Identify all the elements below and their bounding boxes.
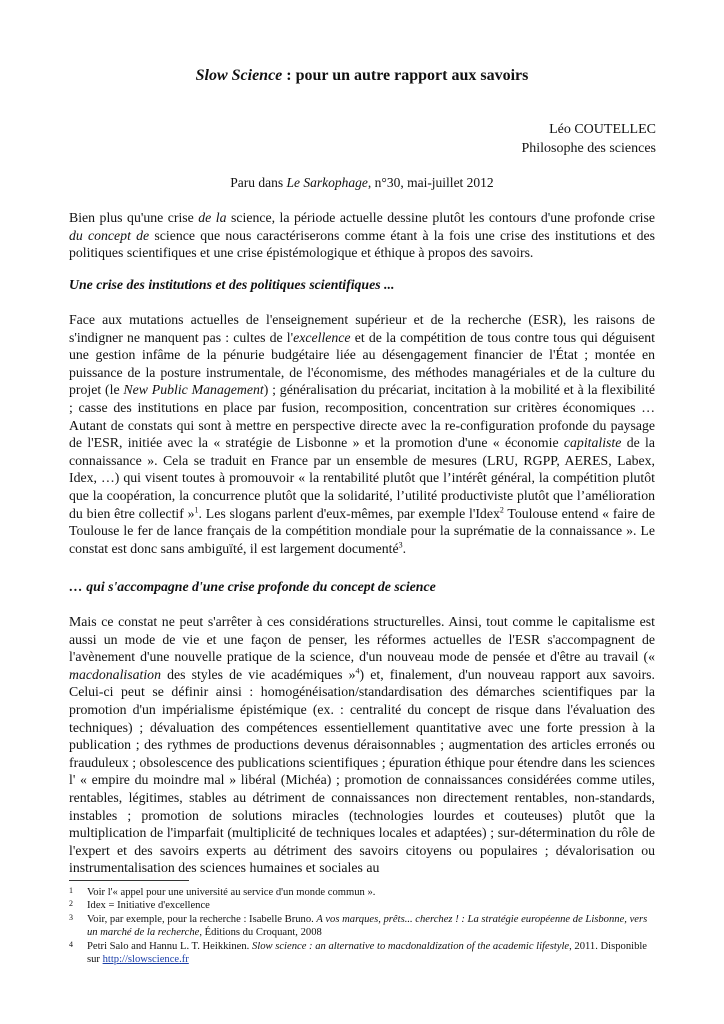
publication-line	[0, 175, 724, 191]
section-heading-1: Une crise des institutions et des politiques scientifiques ...	[69, 277, 395, 292]
footnote-2: 2 Idex = Initiative d'excellence	[69, 899, 210, 912]
section-heading-2: … qui s'accompagne d'une crise profonde du concept de science	[69, 579, 436, 594]
section1-paragraph: Face aux mutations actuelles de l'enseignement supérieur et de la recherche (ESR), les raisons de s'indigner ne manquent pas : cultes de l'excellence et de la compétition de tous contre tous qui déguisent une gestion infâme de la pénurie budgétaire liée au désengagement financier de l'État ; montée en puissance de la posture instrumentale, de l'économisme, des méthodes managériales et de la culture du projet (le New Public Management) ; généralisation du précariat, incitation à la mobilité et à la flexibilité ; casse des institutions en place par fusion, recomposition, concentration sur critères économiques … Autant de constats qui sont à mettre en perspective directe avec la re-configuration profonde du paysage de l'ESR, initiée avec la « stratégie de Lisbonne » et la promotion d'une « économie capitaliste de la connaissance ». Cela se traduit en France par un ensemble de mesures (LRU, RGPP, AERES, Labex, Idex, …) qui visent toutes à promouvoir « la rentabilité plutôt que l’intérêt général, la compétition plutôt que la coopération, la concurrence plutôt que la solidarité, l’utilité productiviste plutôt que l’amélioration du bien être collectif »$^1$. Les slogans parlent d'eux-mêmes, par exemple l'Idex$^2$ Toulouse entend « faire de Toulouse le fer de lance français de la compétition mondiale pour la suprématie de la connaissance ». Le constat est donc sans ambiguïté, il est largement documenté$^3$.	[69, 312, 655, 556]
footnotes	[69, 886, 655, 966]
slowscience-link[interactable]: http://slowscience.fr	[102, 954, 189, 966]
title-italic: Slow Science	[195, 67, 283, 84]
title-rest: : pour un autre rapport aux savoirs	[282, 67, 529, 84]
footnote-ref-3: 3	[398, 540, 403, 550]
footnote-ref-1: 1	[194, 504, 199, 514]
footnote-divider	[69, 880, 189, 881]
author-role: Philosophe des sciences	[521, 141, 656, 156]
author-name: Léo COUTELLEC	[549, 122, 656, 137]
document-title	[0, 67, 724, 85]
footnote-4: 4 Petri Salo and Hannu L. T. Heikkinen. Slow science : an alternative to macdonaldization of the academic lifestyle, 2011. Disponible sur http://slowscience.fr	[69, 939, 648, 966]
footnote-3: 3 Voir, par exemple, pour la recherche : Isabelle Bruno. A vos marques, prêts... cherchez ! : La stratégie européenne de Lisbonne, vers un marché de la recherche, Éditions du Croquant, 2008	[69, 912, 648, 939]
footnote-ref-4: 4	[355, 666, 360, 676]
pub-pre: Paru dans	[230, 175, 287, 190]
intro-paragraph: Bien plus qu'une crise de la science, la période actuelle dessine plutôt les contours d'une profonde crise du concept de science que nous caractériserons comme étant à la fois une crise des institutions et des politiques scientifiques et une crise épistémologique et éthique à propos des savoirs.	[69, 210, 656, 261]
pub-journal: Le Sarkophage	[286, 175, 368, 190]
footnote-ref-2: 2	[499, 504, 504, 514]
footnote-1: 1 Voir l'« appel pour une université au service d'un monde commun ».	[69, 886, 376, 898]
pub-post: , n°30, mai-juillet 2012	[367, 175, 494, 190]
author-block	[521, 120, 656, 158]
section2-paragraph: Mais ce constat ne peut s'arrêter à ces considérations structurelles. Ainsi, tout comme le capitalisme est aussi un mode de vie et une façon de penser, les réformes actuelles de l'ESR s'accompagnent de l'avènement d'une nouvelle pratique de la science, d'un nouveau mode de pensée et d'être au travail (« macdonalisation des styles de vie académiques »$^4$) et, finalement, d'un nouveau rapport aux savoirs. Celui-ci peut se définir ainsi : homogénéisation/standardisation des démarches scientifiques par la promotion d'un impérialisme épistémique (ex. : centralité du concept de risque dans l'évaluation des techniques) ; dévaluation des compétences essentiellement quantitative avec une forte pression à la publication ; des rythmes de productions devenus déraisonnables ; augmentation des articles erronés ou frauduleux ; obsolescence des publications scientifiques ; épuration éthique pour étendre dans les sciences l' « empire du moindre mal » libéral (Michéa) ; promotion de connaissances considérées comme utiles, rentables, légitimes, stables au détriment de connaissances non directement rentables, non-standards, instables ; promotion de solutions miracles (technologies lourdes et couteuses) plutôt que la multiplication de l'imparfait (multiplicité de techniques locales et adaptées) ; sur-détermination du rôle de l'expert et des savoirs experts au détriment des savoirs citoyens ou populaires ; dévalorisation ou instrumentalisation des sciences humaines et sociales au	[69, 614, 655, 876]
